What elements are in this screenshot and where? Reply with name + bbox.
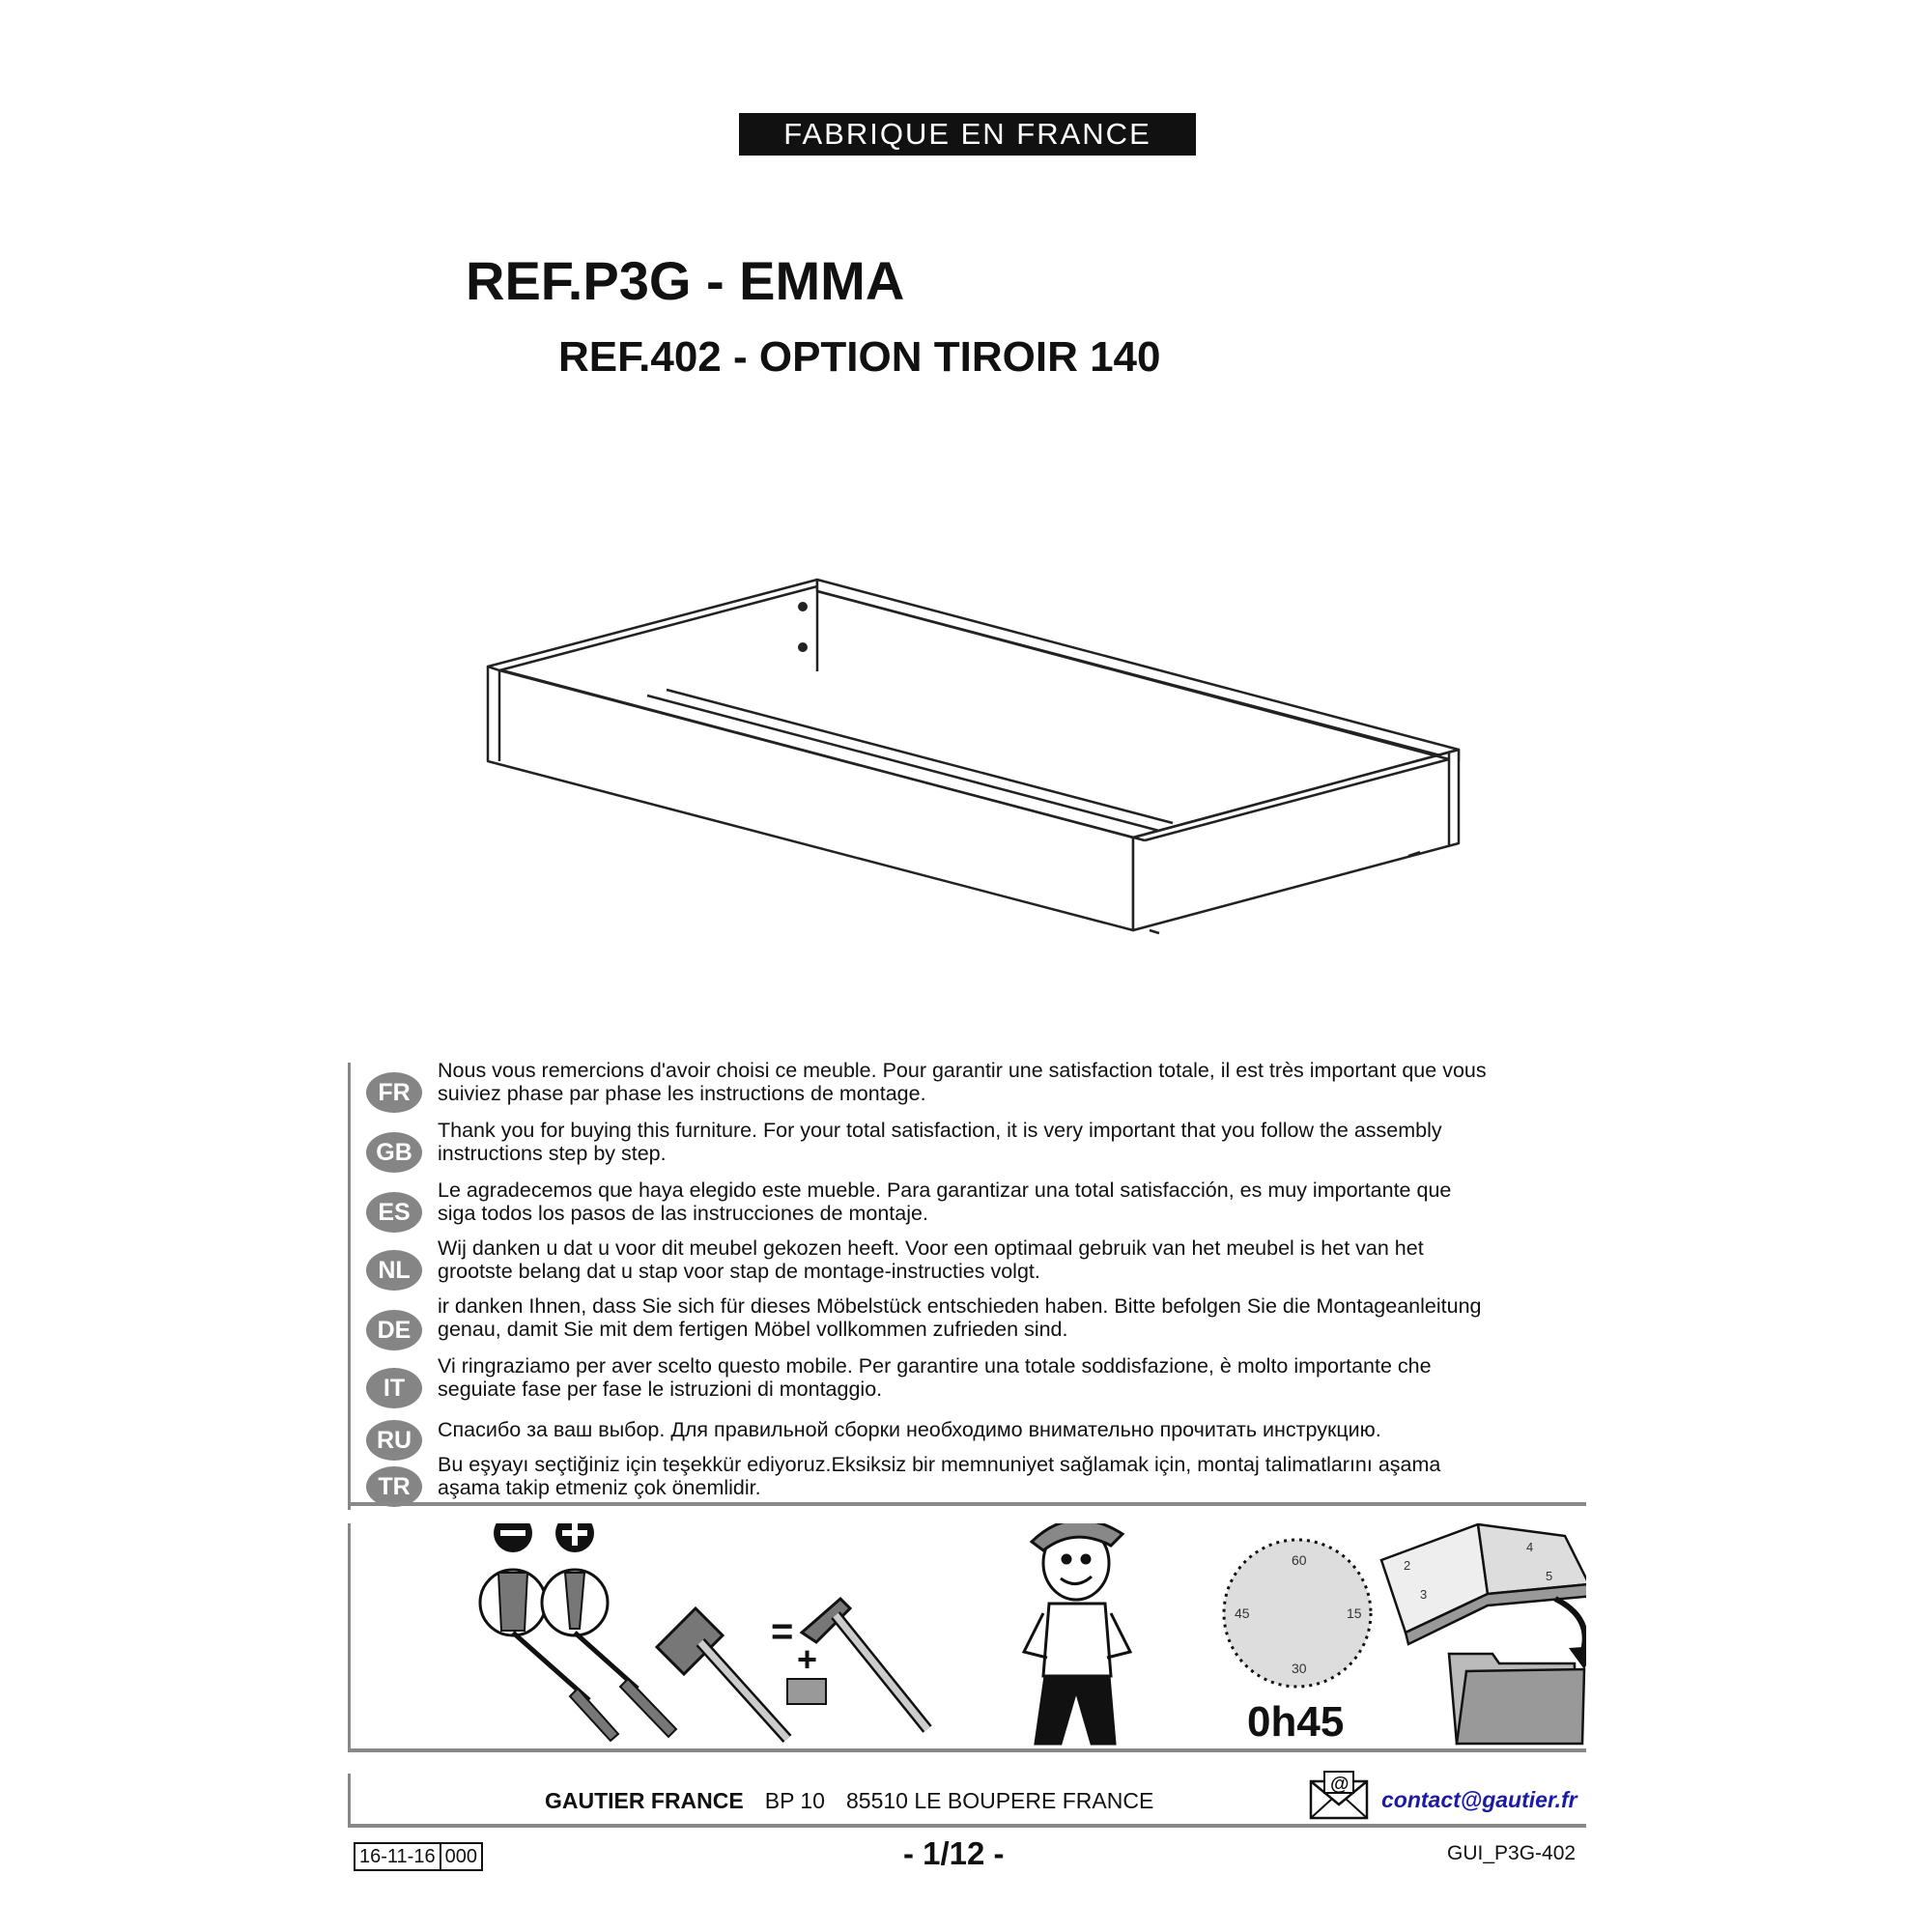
worker-mascot-icon [1024, 1523, 1130, 1744]
divider [348, 1824, 1586, 1828]
language-text-tr: Bu eşyayı seçtiğiniz için teşekkür ediyoruz.Eksiksiz bir memnuniyet sağlamak için, montaj talimatlarını aşama aşama takip etmeniz çok önemlidir. [438, 1453, 1441, 1499]
page-title: REF.P3G - EMMA [466, 250, 905, 311]
flat-screwdriver-icon [480, 1523, 618, 1741]
document-code: GUI_P3G-402 [1447, 1842, 1577, 1864]
svg-text:45: 45 [1235, 1605, 1250, 1621]
svg-text:30: 30 [1292, 1661, 1307, 1676]
language-text-it: Vi ringraziamo per aver scelto questo mobile. Per garantire una totale soddisfazione, è molto importante che seguiate fase per fase le istruzioni di montaggio. [438, 1354, 1432, 1401]
language-text-es: Le agradecemos que haya elegido este mueble. Para garantizar una total satisfacción, es muy importante que siga todos los pasos de las instrucciones de montaje. [438, 1179, 1452, 1225]
divider [348, 1774, 351, 1826]
language-badge-ru: RU [366, 1420, 422, 1461]
postal-box: BP 10 [764, 1788, 825, 1813]
language-badge-tr: TR [366, 1466, 422, 1507]
made-in-banner: FABRIQUE EN FRANCE [739, 113, 1196, 156]
company-address [545, 1788, 1175, 1814]
contact-email-link[interactable]: contact@gautier.fr [1381, 1787, 1577, 1812]
language-instructions [348, 1059, 1589, 1510]
tools-panel [348, 1523, 1586, 1751]
document-date-box [354, 1842, 483, 1871]
page-subtitle: REF.402 - OPTION TIROIR 140 [558, 333, 1161, 381]
language-badge-nl: NL [366, 1250, 422, 1291]
plus-sign: + [797, 1639, 818, 1679]
language-text-nl: Wij danken u dat u voor dit meubel gekozen heeft. Voor een optimaal gebruik van het meubel is het van het grootste belang dat u stap voor stap de montage-instructies volgt. [438, 1236, 1424, 1283]
divider [348, 1502, 1586, 1506]
language-text-gb: Thank you for buying this furniture. For your total satisfaction, it is very important that you follow the assembly instructions step by step. [438, 1119, 1442, 1165]
language-text-fr: Nous vous remercions d'avoir choisi ce meuble. Pour garantir une satisfaction totale, il est très important que vous suiviez phase par phase les instructions de montage. [438, 1059, 1487, 1105]
language-badge-de: DE [366, 1310, 422, 1350]
equals-sign: = [771, 1610, 794, 1653]
company-name: GAUTIER FRANCE [545, 1788, 744, 1813]
language-text-ru: Спасибо за ваш выбор. Для правильной сборки необходимо внимательно прочитать инструкцию. [438, 1418, 1381, 1441]
language-badge-it: IT [366, 1368, 422, 1408]
svg-text:2: 2 [1404, 1558, 1411, 1573]
language-badge-es: ES [366, 1192, 422, 1233]
email-envelope-icon [1309, 1770, 1371, 1822]
svg-text:4: 4 [1526, 1540, 1534, 1554]
svg-text:5: 5 [1546, 1569, 1553, 1583]
document-revision: 000 [440, 1844, 481, 1869]
address: 85510 LE BOUPERE FRANCE [845, 1788, 1154, 1813]
language-text-de: ir danken Ihnen, dass Sie sich für dieses Möbelstück entschieden haben. Bitte befolgen Sie die Montageanleitung genau, damit Sie mit dem fertigen Möbel vollkommen zufrieden sind. [438, 1294, 1482, 1341]
svg-text:15: 15 [1347, 1605, 1362, 1621]
page-number: - 1/12 - [903, 1835, 1005, 1871]
drawer-illustration [473, 570, 1468, 956]
clock-icon [1224, 1540, 1371, 1687]
assembly-duration: 0h45 [1247, 1698, 1345, 1746]
svg-text:@: @ [1330, 1774, 1350, 1795]
svg-text:3: 3 [1420, 1587, 1428, 1602]
phillips-screwdriver-icon [542, 1523, 676, 1737]
language-badge-fr: FR [366, 1072, 422, 1113]
svg-text:60: 60 [1292, 1552, 1307, 1568]
folder-icon [1449, 1654, 1584, 1744]
arrow-down-icon [1555, 1599, 1586, 1669]
mallet-icon [657, 1608, 787, 1739]
language-badge-gb: GB [366, 1132, 422, 1173]
document-date: 16-11-16 [359, 1846, 436, 1867]
instruction-book-icon [1381, 1524, 1586, 1644]
